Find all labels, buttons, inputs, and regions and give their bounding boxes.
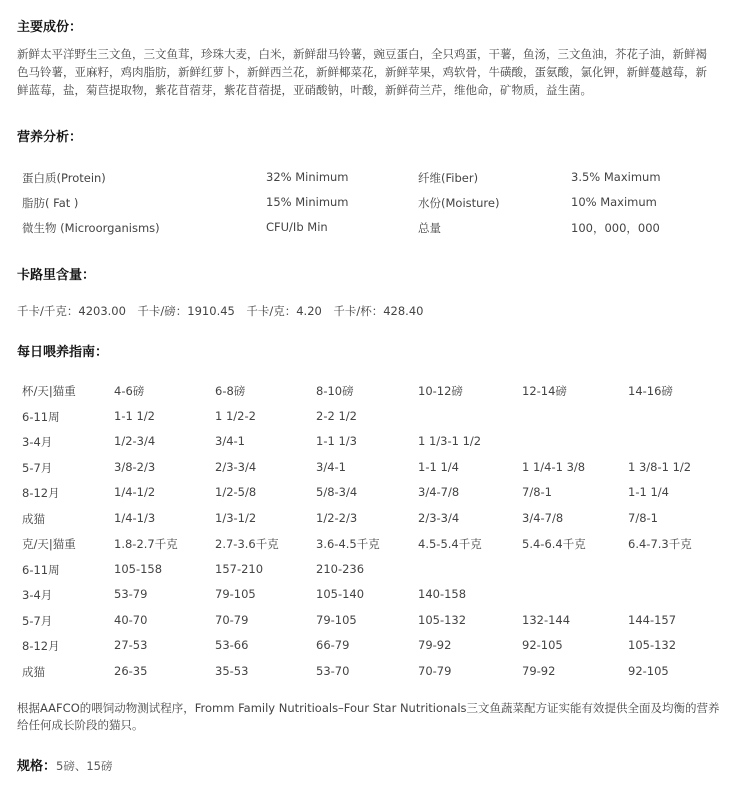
feeding-cell: 79-105 [316,613,357,627]
feeding-row-label: 8-12月 [22,486,60,500]
feeding-cell: 132-144 [522,613,571,627]
nutrient-value: 10% Maximum [571,195,657,209]
feeding-cell: 105-158 [114,562,163,576]
feeding-cell: 3/4-7/8 [522,511,564,525]
nutrient-label: 微生物 (Microorganisms) [22,221,160,235]
spec [17,755,112,774]
calories-text: 千卡/千克：4203.00 千卡/磅：1910.45 千卡/克：4.20 千卡/杯：428.40 [17,304,424,318]
note-line: 根据AAFCO的喂饲动物测试程序，Fromm Family Nutritioals–Four Star Nutritionals三文鱼蔬菜配方证实能有效提供全面及均衡的营养 [17,701,720,715]
nutrient-value: 32% Minimum [266,170,349,184]
feeding-cell: 1 3/8-1 1/2 [628,460,692,474]
feeding-row [0,511,750,531]
nutrient-label: 水份(Moisture) [418,196,500,210]
feeding-cell: 2.7-3.6千克 [215,537,279,551]
spec-label: 规格： [17,759,57,774]
feeding-cell: 5/8-3/4 [316,485,358,499]
feeding-row-label: 8-12月 [22,639,60,653]
feeding-cell: 40-70 [114,613,148,627]
feeding-cell: 3/4-1 [215,434,245,448]
feeding-row-label: 3-4月 [22,588,53,602]
feeding-row [0,434,750,454]
aafco-note [17,700,733,734]
nutrient-value: 15% Minimum [266,195,349,209]
feeding-row-label: 成猫 [22,665,45,679]
feeding-cell: 1 1/3-1 1/2 [418,434,482,448]
analysis-heading: 营养分析： [17,130,83,145]
feeding-row-label: 成猫 [22,512,45,526]
feeding-cell: 10-12磅 [418,384,463,398]
feeding-row-label: 3-4月 [22,435,53,449]
feeding-cell: 53-70 [316,664,350,678]
feeding-cell: 105-140 [316,587,365,601]
feeding-cell: 1/4-1/2 [114,485,156,499]
ingredients-text [17,45,733,99]
nutrient-value: 3.5% Maximum [571,170,661,184]
feeding-cell: 1/2-2/3 [316,511,358,525]
feeding-cell: 53-79 [114,587,148,601]
feeding-row-label: 杯/天|猫重 [22,384,76,398]
feeding-cell: 1/4-1/3 [114,511,156,525]
feeding-cell: 2/3-3/4 [215,460,257,474]
feeding-cell: 7/8-1 [522,485,552,499]
feeding-cell: 79-105 [215,587,256,601]
feeding-cell: 2-2 1/2 [316,409,357,423]
feeding-cell: 3/4-7/8 [418,485,460,499]
feeding-row-label: 克/天|猫重 [22,537,76,551]
feeding-cell: 1/3-1/2 [215,511,257,525]
ingredients-heading: 主要成份： [17,20,83,35]
nutrient-value: CFU/Ib Min [266,220,328,234]
feeding-cell: 79-92 [418,638,452,652]
feeding-cell: 144-157 [628,613,677,627]
feeding-row-label: 6-11周 [22,563,60,577]
ingredients-line: 新鲜太平洋野生三文鱼，三文鱼茸，珍珠大麦，白米，新鲜甜马铃薯，豌豆蛋白，全只鸡蛋，干薯，鱼汤，三文鱼油，芥花子油，新鲜褐 [17,47,707,61]
note-line: 给任何成长阶段的猫只。 [17,718,144,732]
feeding-cell: 6.4-7.3千克 [628,537,692,551]
feeding-cell: 35-53 [215,664,249,678]
analysis-row [0,195,750,215]
nutrient-label: 蛋白质(Protein) [22,171,106,185]
analysis-row [0,220,750,240]
feeding-row [0,664,750,684]
feeding-cell: 14-16磅 [628,384,673,398]
feeding-row-label: 6-11周 [22,410,60,424]
feeding-cell: 7/8-1 [628,511,658,525]
nutrient-label: 纤维(Fiber) [418,171,479,185]
feeding-cell: 4-6磅 [114,384,145,398]
feeding-cell: 105-132 [628,638,677,652]
feeding-cell: 1.8-2.7千克 [114,537,178,551]
feeding-cell: 1-1 1/3 [316,434,357,448]
feeding-row [0,536,750,556]
feeding-cell: 1-1 1/2 [114,409,155,423]
feeding-cell: 27-53 [114,638,148,652]
feeding-cell: 1 1/2-2 [215,409,256,423]
feeding-cell: 157-210 [215,562,264,576]
feeding-row [0,562,750,582]
feeding-cell: 140-158 [418,587,467,601]
feeding-cell: 66-79 [316,638,350,652]
feeding-row [0,638,750,658]
feeding-cell: 70-79 [418,664,452,678]
feeding-cell: 92-105 [628,664,669,678]
feeding-cell: 2/3-3/4 [418,511,460,525]
feeding-cell: 1-1 1/4 [418,460,459,474]
feeding-row [0,409,750,429]
feeding-row [0,383,750,403]
feeding-row [0,587,750,607]
calories-heading: 卡路里含量： [17,268,96,283]
feeding-cell: 1/2-3/4 [114,434,156,448]
feeding-cell: 4.5-5.4千克 [418,537,482,551]
feeding-cell: 12-14磅 [522,384,567,398]
feeding-cell: 53-66 [215,638,249,652]
ingredients-line: 鲜蓝莓，盐，菊苣提取物，紫花苜蓿芽，紫花苜蓿提，亚硝酸钠，叶酸，新鲜荷兰芹，维他命，矿物质，益生菌。 [17,83,592,97]
feeding-cell: 6-8磅 [215,384,246,398]
nutrient-label: 总量 [418,221,441,235]
feeding-cell: 3/4-1 [316,460,346,474]
feeding-cell: 3.6-4.5千克 [316,537,380,551]
feeding-row [0,460,750,480]
analysis-row [0,170,750,190]
feeding-cell: 105-132 [418,613,467,627]
feeding-cell: 70-79 [215,613,249,627]
feeding-row [0,613,750,633]
feeding-cell: 3/8-2/3 [114,460,156,474]
feeding-cell: 1-1 1/4 [628,485,669,499]
feeding-cell: 210-236 [316,562,365,576]
feeding-row-label: 5-7月 [22,461,53,475]
feeding-row [0,485,750,505]
feeding-cell: 5.4-6.4千克 [522,537,586,551]
ingredients-line: 色马铃薯，亚麻籽，鸡肉脂肪，新鲜红萝卜，新鲜西兰花，新鲜椰菜花，新鲜苹果，鸡软骨，牛磺酸，蛋氨酸，氯化钾，新鲜蔓越莓，新 [17,65,707,79]
feeding-cell: 79-92 [522,664,556,678]
feeding-cell: 1 1/4-1 3/8 [522,460,586,474]
feeding-cell: 8-10磅 [316,384,354,398]
feeding-heading: 每日喂养指南： [17,345,109,360]
feeding-cell: 1/2-5/8 [215,485,257,499]
nutrient-value: 100，000，000 [571,221,660,235]
feeding-cell: 92-105 [522,638,563,652]
nutrient-label: 脂肪( Fat ) [22,196,79,210]
spec-value: 5磅、15磅 [56,759,113,773]
feeding-cell: 26-35 [114,664,148,678]
feeding-row-label: 5-7月 [22,614,53,628]
